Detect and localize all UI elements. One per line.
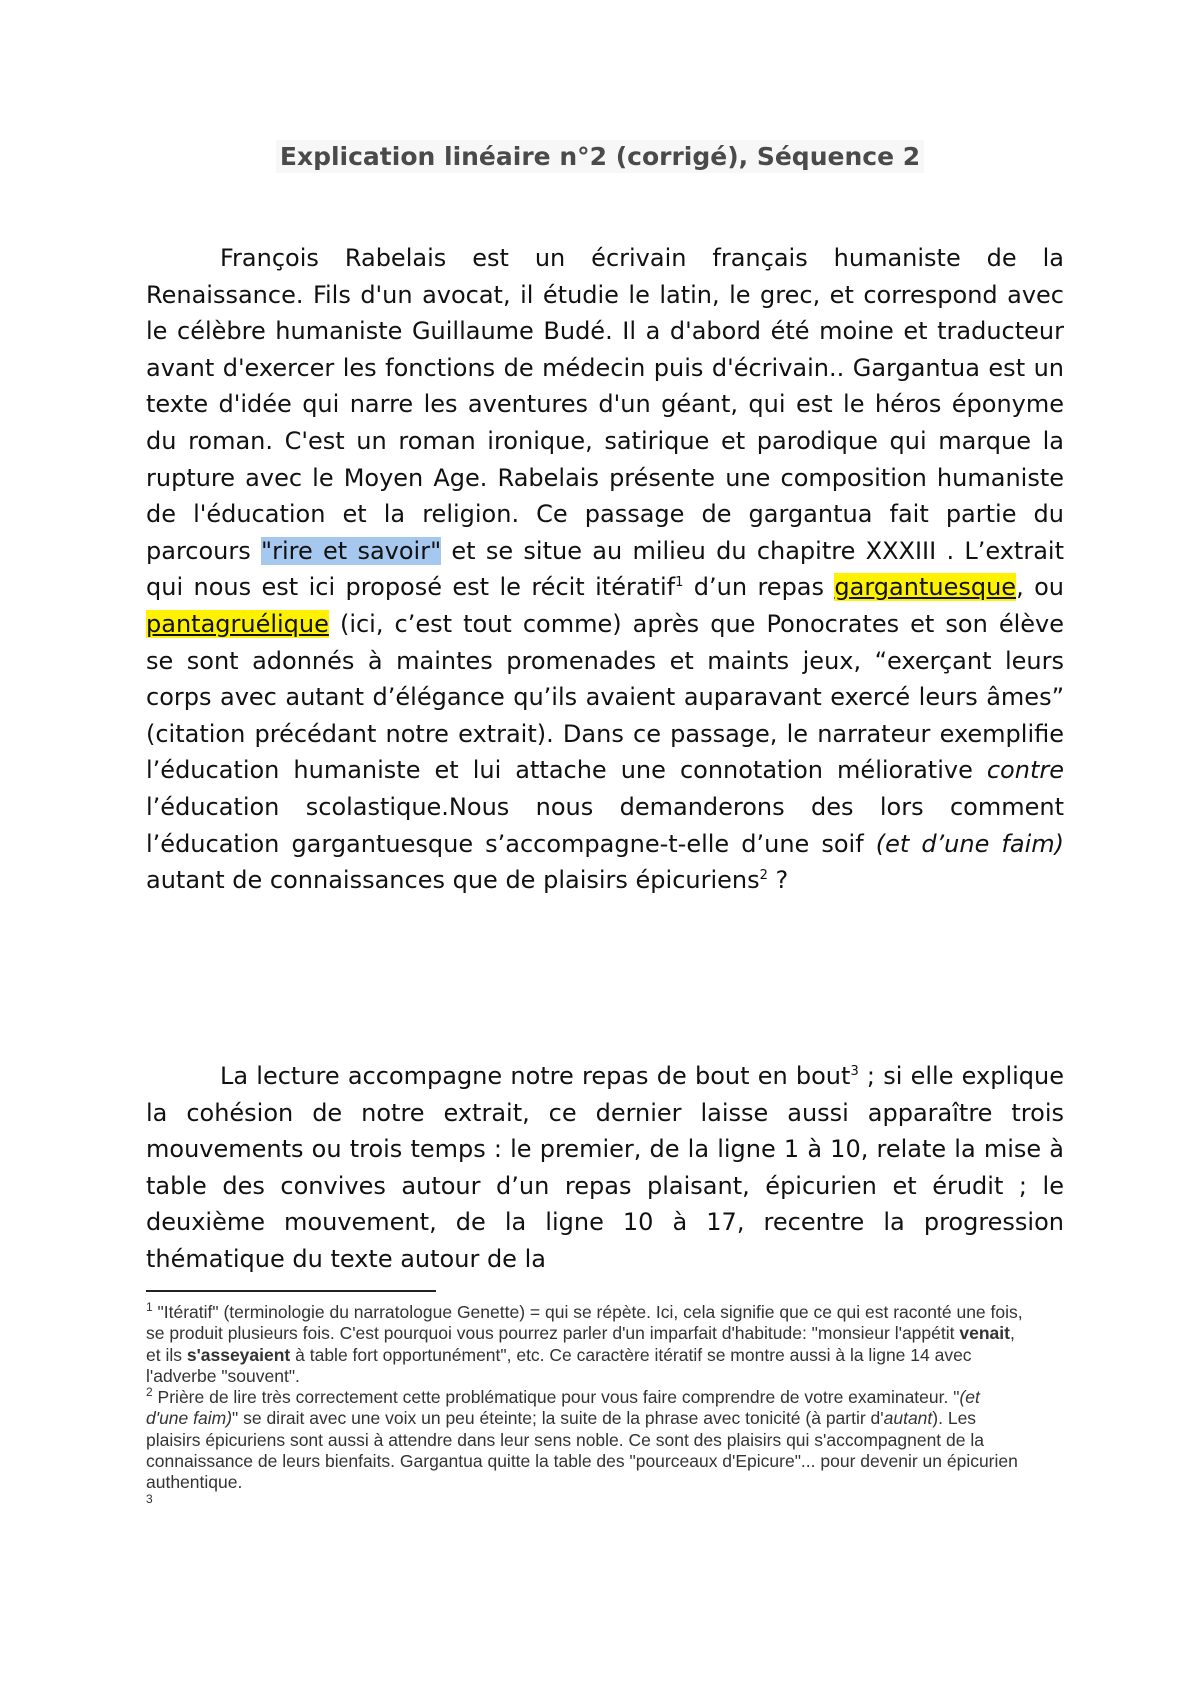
footnote-number-2: 2	[146, 1385, 153, 1400]
footnotes	[146, 1302, 1026, 1515]
footnote-2-text-c: ). Les plaisirs épicuriens sont aussi à attendre dans leur sens noble. Ce sont des plaisirs qui s'accompagnent de la connaissance de leurs bienfaits. Gargantua quitte la table des "pourceaux d'Epicure"... pour devenir un épicurien authentique.	[146, 1408, 1018, 1493]
intro-text-h: ?	[767, 866, 789, 895]
footnote-number-1: 1	[146, 1300, 153, 1315]
intro-text-e: (ici, c’est tout comme) après que Ponocrates et son élève se sont adonnés à maintes promenades et maints jeux, “exerçant leurs corps avec autant d’élégance qu’ils avaient auparavant exercé leurs âmes” (citation précédant notre extrait). Dans ce passage, le narrateur exemplifie l’éducation humaniste et lui attache une connotation méliorative	[146, 609, 1064, 785]
title-text: Explication linéaire n°2 (corrigé), Séquence 2	[276, 140, 924, 173]
highlighted-rire-et-savoir: "rire et savoir"	[261, 536, 442, 565]
footnote-2-text-b: " se dirait avec une voix un peu éteinte; la suite de la phrase avec tonicité (à partir d'	[232, 1408, 884, 1429]
italic-contre: contre	[986, 756, 1064, 785]
footnote-2-italic-autant: autant	[883, 1408, 933, 1429]
intro-text-f: l’éducation scolastique.Nous nous demanderons des lors comment l’éducation gargantuesque s’accompagne-t-elle d’une soif	[146, 792, 1064, 858]
footnote-2	[146, 1387, 1026, 1493]
footnote-1	[146, 1302, 1026, 1387]
footnote-ref-2[interactable]: 2	[759, 868, 768, 884]
footnote-1-text-a: "Itératif" (terminologie du narratologue Genette) = qui se répète. Ici, cela signifie que ce qui est raconté une fois, se produit plusieurs fois. C'est pourquoi vous pourrez parler d'un imparfait d'habitude: "monsieur l'appétit	[146, 1302, 1023, 1344]
footnote-number-3: 3	[146, 1491, 153, 1506]
movements-text-a: La lecture accompagne notre repas de bout en bout	[220, 1062, 851, 1090]
intro-paragraph	[146, 240, 1064, 899]
footnote-1-text-b: , et ils	[146, 1323, 1015, 1365]
intro-text-a: François Rabelais est un écrivain français humaniste de la Renaissance. Fils d'un avocat, il étudie le latin, le grec, et correspond avec le célèbre humaniste Guillaume Budé. Il a d'abord été moine et traducteur avant d'exercer les fonctions de médecin puis d'écrivain.. Gargantua est un texte d'idée qui narre les aventures d'un géant, qui est le héros éponyme du roman. C'est un roman ironique, satirique et parodique qui marque la rupture avec le Moyen Age. Rabelais présente une composition humaniste de l'éducation et la religion. Ce passage de gargantua fait partie du parcours	[146, 244, 1064, 565]
footnote-ref-3[interactable]: 3	[850, 1064, 859, 1079]
intro-text-g: autant de connaissances que de plaisirs épicuriens	[146, 866, 760, 895]
footnote-2-text-a: Prière de lire très correctement cette problématique pour vous faire comprendre de votre examinateur. "	[152, 1387, 960, 1408]
footnote-separator	[146, 1290, 436, 1292]
intro-text-c: d’un repas	[683, 573, 835, 602]
footnote-1-bold-venait: venait	[959, 1323, 1010, 1344]
movements-paragraph	[146, 1058, 1064, 1278]
movements-text-b: ; si elle explique la cohésion de notre extrait, ce dernier laisse aussi apparaître trois mouvements ou trois temps : le premier, de la ligne 1 à 10, relate la mise à table des convives autour d’un repas plaisant, épicurien et érudit ; le deuxième mouvement, de la ligne 10 à 17, recentre la progression thématique du texte autour de la	[146, 1062, 1065, 1273]
footnote-3	[146, 1491, 1026, 1515]
footnote-2-italic-faim: (et d'une faim)	[146, 1387, 980, 1429]
footnote-1-bold-sasseyaient: s'asseyaient	[186, 1344, 291, 1365]
intro-text-b: et se situe au milieu du chapitre XXXIII . L’extrait qui nous est ici proposé est le récit itératif	[146, 536, 1064, 602]
highlighted-gargantuesque: gargantuesque	[834, 573, 1017, 602]
italic-et-d-une-faim: (et d’une faim)	[875, 829, 1064, 858]
intro-text-d: , ou	[1016, 573, 1064, 602]
highlighted-pantagruelique: pantagruélique	[146, 609, 329, 638]
footnote-1-text-c: à table fort opportunément", etc. Ce caractère itératif se montre aussi à la ligne 14 avec l'adverbe "souvent".	[146, 1344, 972, 1386]
page-title	[0, 142, 1200, 171]
footnote-ref-1[interactable]: 1	[675, 575, 684, 591]
